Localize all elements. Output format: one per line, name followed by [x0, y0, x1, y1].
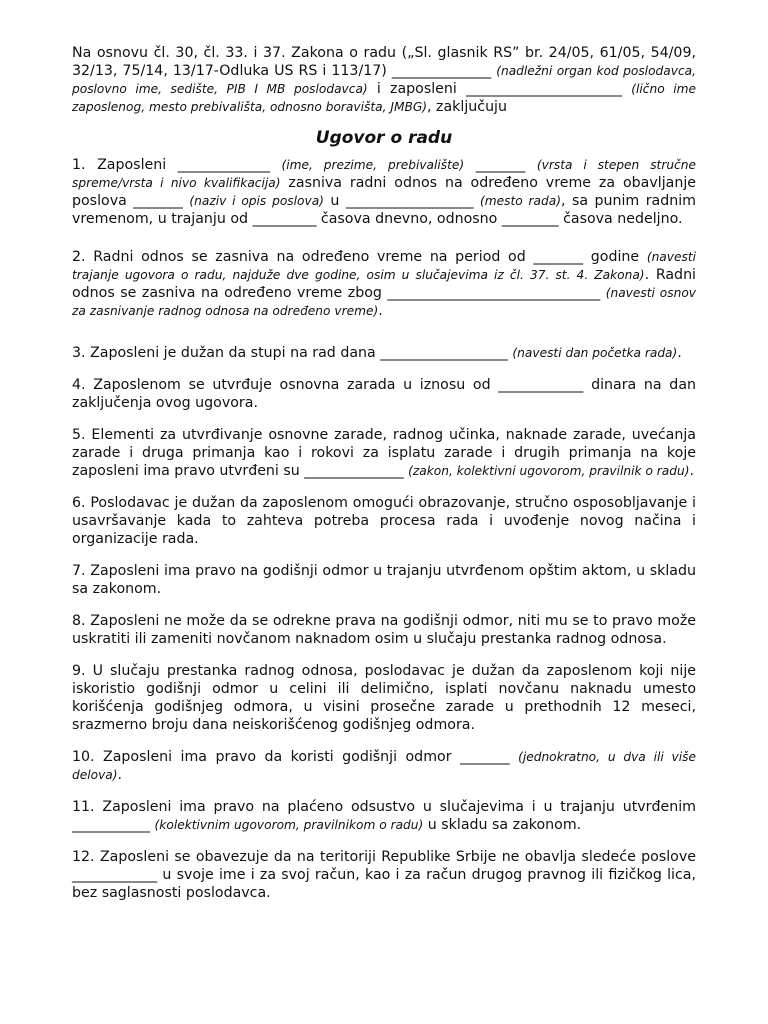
- clause-text: zasniva radni odnos na određeno vreme za obavljanje poslova _______: [72, 175, 696, 209]
- intro-text: i zaposleni ______________________: [367, 81, 632, 97]
- clause-text: 4. Zaposlenom se utvrđuje osnovna zarada u iznosu od ____________ dinara na dan zaključenja ovog ugovora.: [72, 377, 696, 411]
- intro-paragraph: [72, 44, 696, 116]
- clause-text: 9. U slučaju prestanka radnog odnosa, poslodavac je dužan da zaposlenom koji nije iskoristio godišnji odmor u celini ili delimično, isplati novčanu naknadu umesto korišćenja godišnjeg odmora, u visini prosečne zarade u prethodnih 12 meseci, srazmerno broju dana neiskorišćenog godišnjeg odmora.: [72, 663, 696, 733]
- clause-3: [72, 344, 696, 362]
- document-title: Ugovor o radu: [315, 128, 453, 148]
- clause-note: (ime, prezime, prebivalište): [281, 158, 465, 172]
- clause-text: 1. Zaposleni _____________: [72, 157, 282, 173]
- clause-text: 8. Zaposleni ne može da se odrekne prava na godišnji odmor, niti mu se to pravo može uskratiti ili zameniti novčanom naknadom osim u slučaju prestanka radnog odnosa.: [72, 613, 696, 647]
- clause-1: [72, 156, 696, 228]
- clause-note: (mesto rada): [480, 194, 561, 208]
- clause-2: [72, 248, 696, 320]
- clause-12: [72, 848, 696, 902]
- intro-note-employee: (lično ime zaposlenog, mesto prebivališta, odnosno boravišta, JMBG): [72, 82, 696, 114]
- clause-8: [72, 612, 696, 648]
- clause-text: 6. Poslodavac je dužan da zaposlenom omogući obrazovanje, stručno osposobljavanje i usavršavanje kada to zahteva potreba procesa rada i uvođenje novog načina i organizacije rada.: [72, 495, 696, 547]
- clause-text: .: [689, 463, 694, 479]
- clause-7: [72, 562, 696, 598]
- clause-note: (kolektivnim ugovorom, pravilnikom o radu): [154, 818, 424, 832]
- clause-10: [72, 748, 696, 784]
- clause-text: u skladu sa zakonom.: [423, 817, 582, 833]
- clause-note: (vrsta i stepen stručne spreme/vrsta i nivo kvalifikacija): [72, 158, 696, 190]
- clause-5: [72, 426, 696, 480]
- clause-text: 2. Radni odnos se zasniva na određeno vreme na period od _______ godine: [72, 249, 647, 265]
- clause-note: (jednokratno, u dva ili više delova): [72, 750, 696, 782]
- clause-note: (navesti trajanje ugovora o radu, najduže dve godine, osim u slučajevima iz čl. 37. st. 4. Zakona): [72, 250, 696, 282]
- clause-6: [72, 494, 696, 548]
- clause-text: , sa punim radnim vremenom, u trajanju od _________ časova dnevno, odnosno ________ časova nedeljno.: [72, 193, 696, 227]
- intro-text: , zaključuju: [427, 99, 507, 115]
- clause-text: 7. Zaposleni ima pravo na godišnji odmor u trajanju utvrđenom opštim aktom, u skladu sa zakonom.: [72, 563, 696, 597]
- clause-text: 3. Zaposleni je dužan da stupi na rad dana __________________: [72, 345, 513, 361]
- clause-note: (zakon, kolektivni ugovorom, pravilnik o radu): [408, 464, 690, 478]
- clause-text: 5. Elementi za utvrđivanje osnovne zarade, radnog učinka, naknade zarade, uvećanja zarade i druga primanja kao i rokovi za isplatu zarade i drugih primanja na koje zaposleni ima pravo utvrđeni su ______________: [72, 427, 696, 479]
- intro-text: Na osnovu čl. 30, čl. 33. i 37. Zakona o radu („Sl. glasnik RS” br. 24/05, 61/05, 54/09, 32/13, 75/14, 13/17-Odluka US RS i 113/17) ______________: [72, 45, 696, 79]
- clause-text: 11. Zaposleni ima pravo na plaćeno odsustvo u slučajevima i u trajanju utvrđenim ___________: [72, 799, 696, 833]
- intro-note-employer: (nadležni organ kod poslodavca, poslovno ime, sedište, PIB I MB poslodavca): [72, 64, 696, 96]
- clause-text: .: [117, 767, 123, 783]
- clause-4: [72, 376, 696, 412]
- clause-text: u __________________: [323, 193, 480, 209]
- clause-text: 10. Zaposleni ima pravo da koristi godišnji odmor _______: [72, 749, 519, 765]
- clause-note: (navesti osnov za zasnivanje radnog odnosa na određeno vreme): [72, 286, 696, 318]
- clause-text: .: [677, 345, 682, 361]
- clause-9: [72, 662, 696, 734]
- clause-text: .: [378, 303, 383, 319]
- clause-text: 12. Zaposleni se obavezuje da na teritoriji Republike Srbije ne obavlja sledeće poslove ____________ u svoje ime i za svoj račun, kao i za račun drugog pravnog ili fizičkog lica, bez saglasnosti poslodavca.: [72, 849, 696, 901]
- clause-note: (navesti dan početka rada): [512, 346, 678, 360]
- clause-text: . Radni odnos se zasniva na određeno vreme zbog ______________________________: [72, 267, 696, 301]
- clause-note: (naziv i opis poslova): [189, 194, 324, 208]
- clause-11: [72, 798, 696, 834]
- clause-text: _______: [464, 157, 537, 173]
